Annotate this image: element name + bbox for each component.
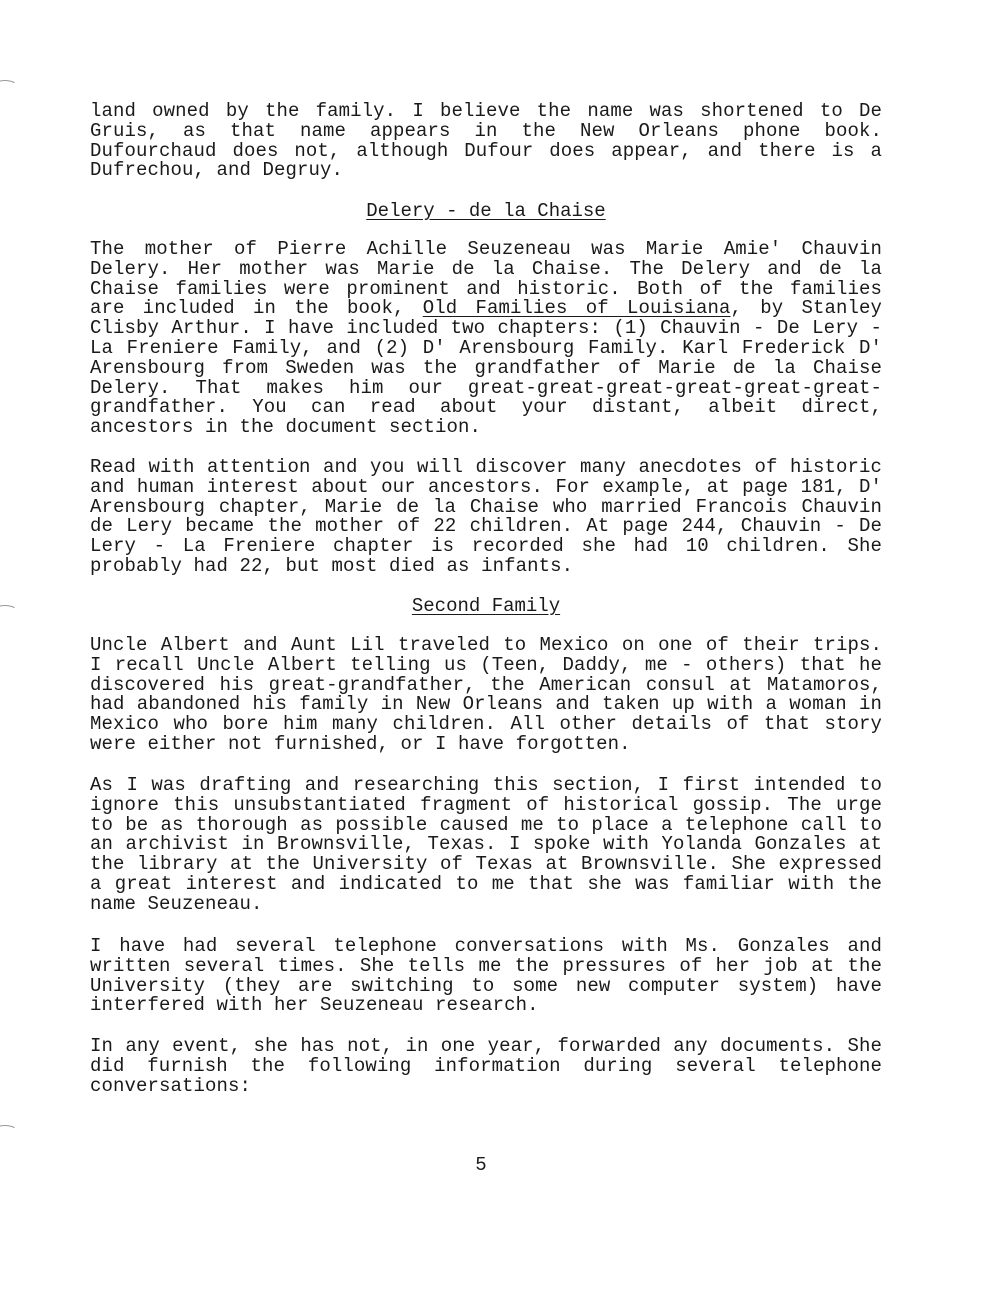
section-heading-second-family — [90, 596, 882, 616]
paragraph-uncle-albert: Uncle Albert and Aunt Lil traveled to Mexico on one of their trips. I recall Uncle Albert telling us (Teen, Daddy, me - others) that he discovered his great-grandfather, the American consul at Matamoros, had abandoned his family in New Orleans and taken up with a woman in Mexico who bore him many children. All other details of that story were either not furnished, or I have forgotten. — [90, 634, 882, 755]
paragraph-text: The mother of Pierre Achille Seuzeneau was Marie Amie′ Chauvin Delery. Her mother was Marie de la Chaise. The Delery and de la Chaise families were prominent and historic. Both of the families are included in the book, — [90, 238, 882, 320]
section-heading-delery — [90, 201, 882, 221]
punch-hole-mark — [0, 74, 34, 133]
book-title: Old Families of Louisiana — [422, 297, 731, 320]
paragraph-documents: In any event, she has not, in one year, forwarded any documents. She did furnish the following information during several telephone conversations: — [90, 1035, 882, 1097]
paragraph-telephone: I have had several telephone conversations with Ms. Gonzales and written several times. She tells me the pressures of her job at the University (they are switching to some new computer system) have interfered with her Seuzeneau research. — [90, 935, 882, 1017]
punch-hole-mark — [0, 599, 34, 658]
paragraph-family-land: land owned by the family. I believe the name was shortened to De Gruis, as that name appears in the New Orleans phone book. Dufourchaud does not, although Dufour does appear, and there is a Dufrechou, and Degruy. — [90, 100, 882, 182]
paragraph-text: , by Stanley Clisby Arthur. I have included two chapters: (1) Chauvin - De Lery - La Freniere Family, and (2) D′ Arensbourg Family. Karl Frederick D′ Arensbourg from Sweden was the grandfather of Marie de la Chaise Delery. That makes him our great-great-great-great-great-great-grandfather. You can read about your distant, albeit direct, ancestors in the document section. — [90, 297, 882, 439]
section-heading-text: Second Family — [411, 595, 561, 617]
paragraph-research: As I was drafting and researching this section, I first intended to ignore this unsubstantiated fragment of historical gossip. The urge to be as thorough as possible caused me to place a telephone call to an archivist in Brownsville, Texas. I spoke with Yolanda Gonzales at the library at the University of Texas at Brownsville. She expressed a great interest and indicated to me that she was familiar with the name Seuzeneau. — [90, 774, 882, 915]
page-number: 5 — [475, 1154, 487, 1176]
paragraph-delery-family — [90, 240, 882, 438]
section-heading-text: Delery - de la Chaise — [366, 200, 606, 222]
paragraph-anecdotes: Read with attention and you will discover many anecdotes of historic and human interest about our ancestors. For example, at page 181, D′ Arensbourg chapter, Marie de la Chaise who married Francois Chauvin de Lery became the mother of 22 children. At page 244, Chauvin - De Lery - La Freniere chapter is recorded she had 10 children. She probably had 22, but most died as infants. — [90, 456, 882, 577]
